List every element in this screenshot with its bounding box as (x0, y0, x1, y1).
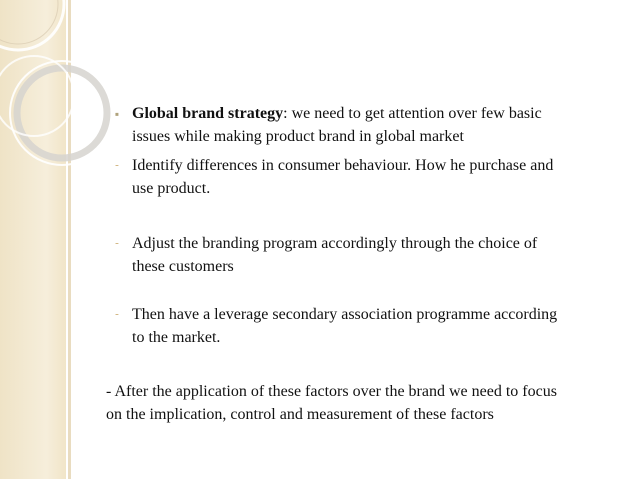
footer-paragraph (106, 380, 606, 426)
ring-middle-grey (17, 68, 107, 158)
footer-line: on the implication, control and measurement of these factors (106, 406, 494, 423)
decorative-rings (0, 0, 120, 479)
bullet-marker: ▪ (114, 107, 120, 121)
item-heading: Global brand strategy (132, 105, 284, 122)
item-line (132, 125, 612, 148)
item-line (132, 102, 612, 125)
ring-top-outer (0, 0, 64, 50)
item-line: Adjust the branding program accordingly through the choice of (132, 235, 538, 252)
item-text: : we need to get attention over few basic (283, 105, 542, 122)
item-line: to the market. (132, 329, 221, 346)
item-line: use product. (132, 180, 211, 197)
item-line: Then have a leverage secondary association programme according (132, 306, 558, 323)
bullet-marker: - (115, 159, 119, 171)
item-line: Identify differences in consumer behaviour. How he purchase and (132, 157, 554, 174)
item-line: these customers (132, 258, 234, 275)
bullet-marker: - (115, 237, 119, 249)
footer-line: - After the application of these factors over the brand we need to focus (106, 383, 557, 400)
ring-middle-outer (10, 61, 114, 165)
item-text: issues while making product brand in global market (132, 128, 464, 145)
bullet-marker: - (115, 308, 119, 320)
